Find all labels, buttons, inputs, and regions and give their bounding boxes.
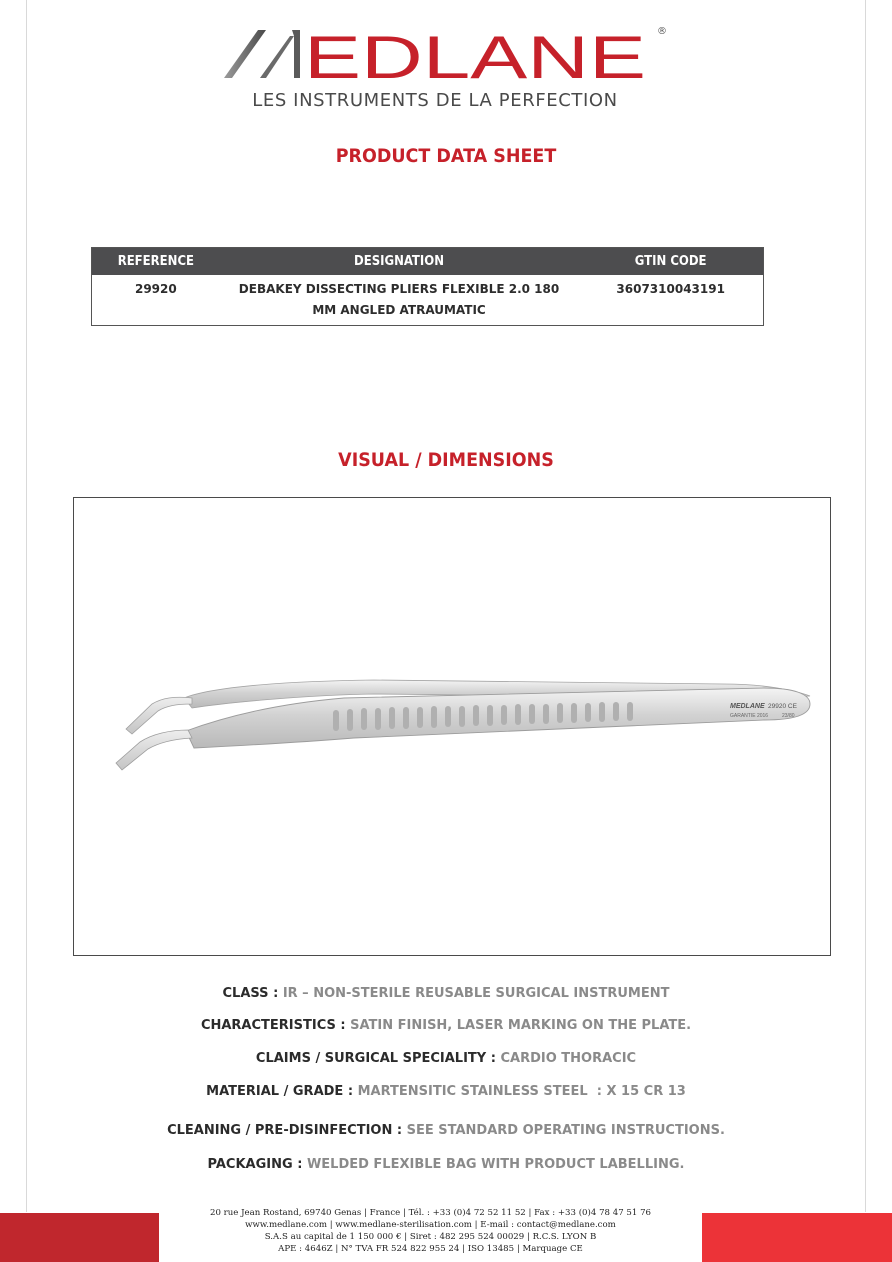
brand-tagline: LES INSTRUMENTS DE LA PERFECTION — [252, 90, 618, 111]
product-visual-frame — [73, 497, 831, 956]
footer-legal: S.A.S au capital de 1 150 000 € | Siret : 482 295 524 00029 | R.C.S. LYON B — [264, 1232, 597, 1242]
engraving-ref: 29920 CE — [768, 703, 797, 710]
spec-claims: CLAIMS / SURGICAL SPECIALITY : CARDIO THORACIC — [255, 1051, 637, 1066]
cell-gtin: 3607310043191 — [616, 282, 725, 296]
forceps-illustration — [74, 498, 832, 957]
header-designation: DESIGNATION — [220, 248, 579, 276]
medlane-logo — [220, 24, 680, 116]
footer-red-bar-left — [0, 1213, 159, 1262]
footer-registration: APE : 4646Z | N° TVA FR 524 822 955 24 | ISO 13485 | Marquage CE — [278, 1244, 583, 1254]
logo-text: EDLANE — [304, 24, 646, 86]
table-header-row — [92, 248, 764, 276]
logo-wordmark — [220, 24, 660, 86]
visual-dimensions-title: VISUAL / DIMENSIONS — [338, 449, 554, 471]
spec-packaging: PACKAGING : WELDED FLEXIBLE BAG WITH PRODUCT LABELLING. — [207, 1157, 685, 1172]
spec-cleaning: CLEANING / PRE-DISINFECTION : SEE STANDARD OPERATING INSTRUCTIONS. — [167, 1123, 725, 1138]
spec-material: MATERIAL / GRADE : MARTENSITIC STAINLESS STEEL : X 15 CR 13 — [206, 1084, 686, 1099]
footer-web-links: www.medlane.com | www.medlane-sterilisation.com | E-mail : contact@medlane.com — [245, 1220, 616, 1230]
product-data-sheet-title: PRODUCT DATA SHEET — [335, 145, 557, 167]
cell-designation: DEBAKEY DISSECTING PLIERS FLEXIBLE 2.0 180 MM ANGLED ATRAUMATIC — [238, 282, 560, 317]
header-reference: REFERENCE — [92, 248, 220, 276]
engraving-code: 23/80 — [782, 713, 795, 719]
footer-red-bar-right — [702, 1213, 892, 1262]
spec-characteristics: CHARACTERISTICS : SATIN FINISH, LASER MARKING ON THE PLATE. — [200, 1018, 692, 1033]
table-row — [92, 275, 764, 326]
cell-reference: 29920 — [134, 282, 177, 296]
footer-address: 20 rue Jean Rostand, 69740 Genas | France | Tél. : +33 (0)4 72 52 11 52 | Fax : +33 (0)4 78 47 51 76 — [209, 1208, 652, 1218]
spec-class: CLASS : IR – NON-STERILE REUSABLE SURGICAL INSTRUMENT — [222, 986, 670, 1001]
header-gtin-code: GTIN CODE — [578, 248, 763, 276]
engraving-brand: MEDLANE — [730, 703, 765, 710]
engraving-line2: GARANTIE 2016 — [730, 713, 769, 719]
footer-company-info — [159, 1207, 702, 1255]
product-reference-table — [91, 247, 764, 326]
registered-mark: ® — [657, 26, 667, 37]
